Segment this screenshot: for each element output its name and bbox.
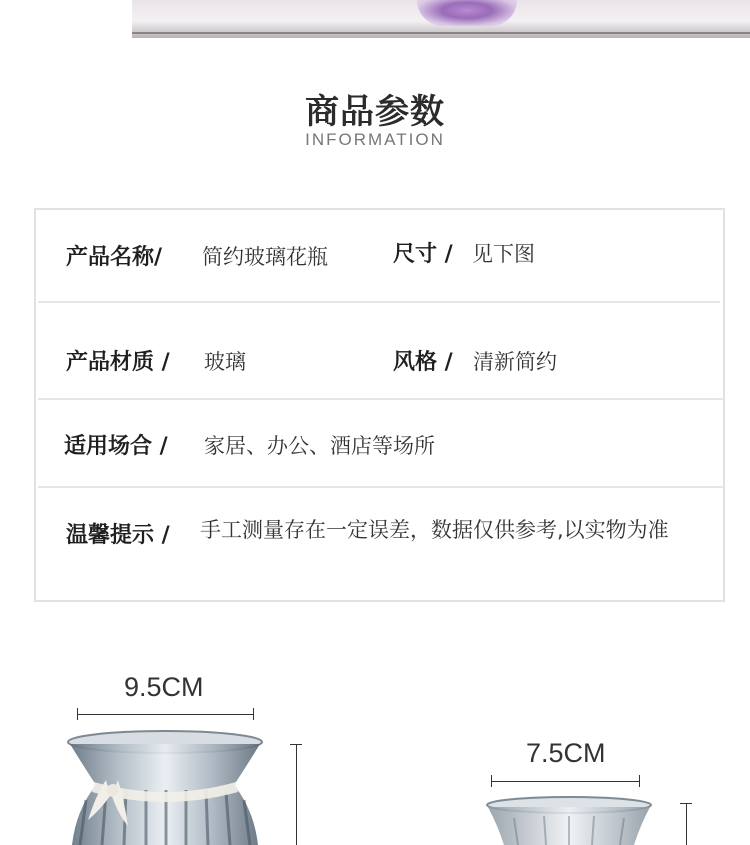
large-width-label: 9.5CM bbox=[124, 672, 204, 702]
small-width-tick-right bbox=[639, 775, 640, 787]
row-divider bbox=[38, 301, 720, 303]
crystal-decoration bbox=[417, 0, 517, 26]
name-value: 简约玻璃花瓶 bbox=[202, 245, 328, 269]
large-vase-image bbox=[66, 730, 264, 845]
small-height-tick bbox=[680, 803, 692, 804]
section-subtitle: INFORMATION bbox=[305, 130, 445, 149]
small-width-label: 7.5CM bbox=[526, 738, 606, 768]
tip-value: 手工测量存在一定误差，数据仅供参考,以实物为准 bbox=[200, 518, 669, 542]
tip-label: 温馨提示 / bbox=[66, 523, 170, 548]
row-divider bbox=[38, 486, 723, 488]
size-label: 尺寸 / bbox=[393, 242, 453, 267]
large-height-line bbox=[296, 744, 297, 845]
row-divider bbox=[38, 398, 723, 400]
section-title: 商品参数 bbox=[305, 92, 445, 132]
occasion-label: 适用场合 / bbox=[64, 434, 168, 459]
small-vase-image bbox=[484, 796, 654, 845]
material-label: 产品材质 / bbox=[66, 350, 170, 375]
small-width-tick-left bbox=[491, 775, 492, 787]
material-value: 玻璃 bbox=[204, 350, 246, 374]
occasion-value: 家居、办公、酒店等场所 bbox=[204, 434, 435, 458]
style-value: 清新简约 bbox=[473, 350, 557, 374]
large-height-tick bbox=[290, 744, 302, 745]
params-table bbox=[34, 208, 725, 602]
hero-photo-strip bbox=[132, 0, 750, 38]
book-edge bbox=[132, 32, 750, 34]
large-width-line bbox=[77, 714, 254, 715]
large-width-tick-left bbox=[77, 708, 78, 720]
size-value: 见下图 bbox=[472, 242, 535, 266]
style-label: 风格 / bbox=[393, 350, 453, 375]
small-width-line bbox=[491, 781, 640, 782]
name-label: 产品名称/ bbox=[66, 245, 163, 270]
small-height-line bbox=[686, 803, 687, 845]
large-width-tick-right bbox=[253, 708, 254, 720]
